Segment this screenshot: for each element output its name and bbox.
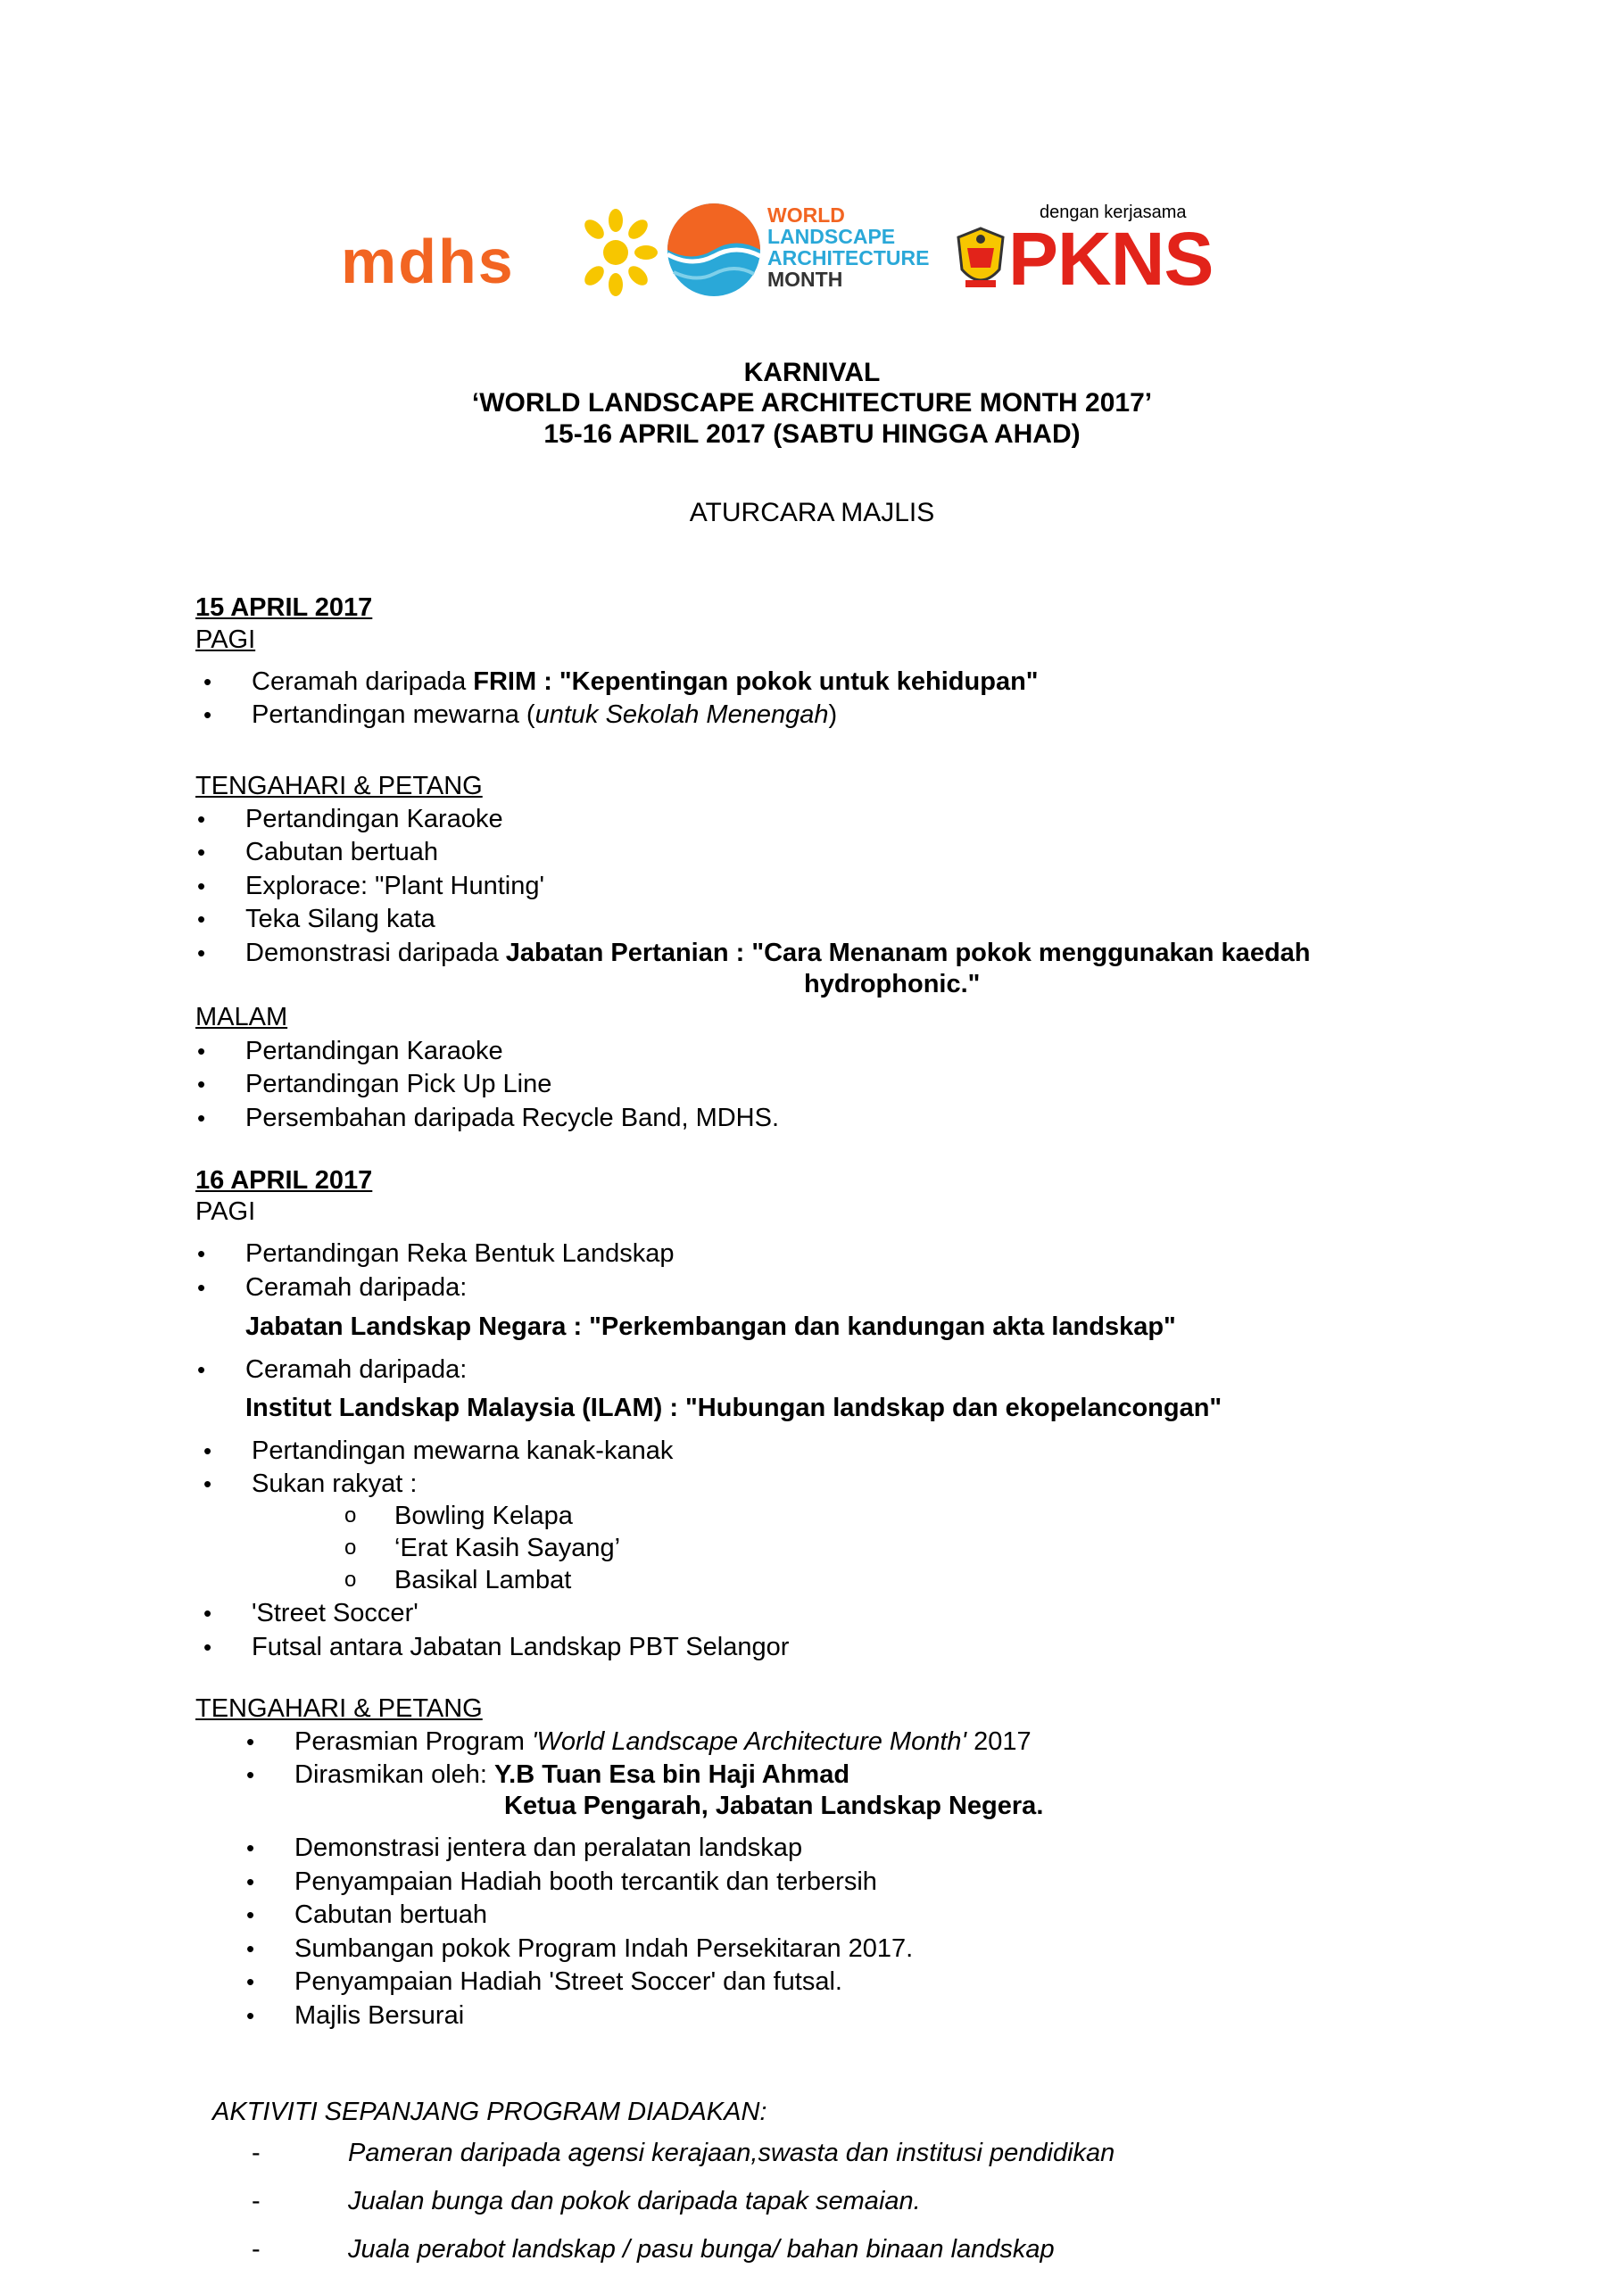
dash-bullet: - — [252, 2235, 261, 2264]
list-item: Sukan rakyat : — [252, 1470, 418, 1498]
list-item: Teka Silang kata — [245, 905, 435, 933]
bullet: • — [246, 1868, 255, 1895]
subtitle: ATURCARA MAJLIS — [689, 498, 935, 527]
wlam-logo — [665, 201, 950, 299]
wlam-line-world: WORLD — [767, 203, 845, 227]
sub-list-item: ‘Erat Kasih Sayang’ — [394, 1534, 621, 1562]
list-item: Pertandingan mewarna (untuk Sekolah Menengah) — [252, 700, 838, 729]
sub-list-item: Bowling Kelapa — [394, 1502, 573, 1530]
list-item: Sumbangan pokok Program Indah Persekitaran 2017. — [294, 1934, 914, 1963]
list-item: Cabutan bertuah — [294, 1900, 488, 1929]
sub-list-item: Basikal Lambat — [394, 1566, 572, 1594]
bullet: • — [246, 1968, 255, 1995]
wlam-line-architecture: ARCHITECTURE — [767, 246, 930, 269]
day2-date: 16 APRIL 2017 — [195, 1166, 373, 1195]
bullet: • — [203, 1634, 212, 1660]
bullet: • — [197, 873, 206, 899]
day1-date: 15 APRIL 2017 — [195, 593, 373, 622]
list-item: Penyampaian Hadiah 'Street Soccer' dan futsal. — [294, 1967, 842, 1996]
bullet: • — [203, 1600, 212, 1627]
list-item: Pertandingan Reka Bentuk Landskap — [245, 1239, 675, 1268]
bullet: • — [246, 1761, 255, 1788]
bullet: • — [197, 1356, 206, 1383]
title-line3: 15-16 APRIL 2017 (SABTU HINGGA AHAD) — [543, 419, 1081, 449]
bullet: • — [197, 839, 206, 865]
list-item: Explorace: "Plant Hunting' — [245, 872, 545, 900]
list-item: Jualan bunga dan pokok daripada tapak semaian. — [348, 2187, 921, 2215]
list-item: Futsal antara Jabatan Landskap PBT Selangor — [252, 1633, 790, 1661]
title-line1: KARNIVAL — [743, 358, 881, 387]
sub-bullet: o — [344, 1503, 357, 1527]
list-item: Ceramah daripada FRIM : "Kepentingan pokok untuk kehidupan" — [252, 667, 1039, 696]
sub-bullet: o — [344, 1536, 357, 1560]
bullet: • — [246, 1935, 255, 1962]
bullet: • — [197, 1105, 206, 1131]
list-item: Majlis Bersurai — [294, 2001, 465, 2030]
sub-bullet: o — [344, 1568, 357, 1592]
globe-icon — [665, 201, 763, 299]
partner-caption: dengan kerjasama — [1040, 203, 1187, 222]
day1-malam-heading: MALAM — [195, 1003, 288, 1031]
list-item-continuation: Ketua Pengarah, Jabatan Landskap Negera. — [504, 1792, 1044, 1820]
bullet: • — [203, 668, 212, 695]
bullet: • — [197, 940, 206, 966]
title-line2: ‘WORLD LANDSCAPE ARCHITECTURE MONTH 2017’ — [471, 388, 1153, 418]
bullet: • — [197, 1038, 206, 1064]
list-item: Ceramah daripada: — [245, 1355, 468, 1384]
mdhs-logo — [339, 201, 660, 299]
list-item: Pertandingan mewarna kanak-kanak — [252, 1436, 674, 1465]
day2-tengahari-heading: TENGAHARI & PETANG — [195, 1694, 483, 1723]
bullet: • — [246, 1901, 255, 1928]
list-item: Penyampaian Hadiah booth tercantik dan terbersih — [294, 1867, 877, 1896]
bullet: • — [197, 1071, 206, 1097]
day1-tengahari-heading: TENGAHARI & PETANG — [195, 772, 483, 800]
list-item-detail: Jabatan Landskap Negara : "Perkembangan dan kandungan akta landskap" — [245, 1312, 1176, 1341]
list-item: Pameran daripada agensi kerajaan,swasta dan institusi pendidikan — [348, 2139, 1115, 2167]
list-item: Dirasmikan oleh: Y.B Tuan Esa bin Haji Ahmad — [294, 1760, 850, 1789]
bullet: • — [203, 701, 212, 728]
bullet: • — [197, 1240, 206, 1267]
list-item: Demonstrasi daripada Jabatan Pertanian : "Cara Menanam pokok menggunakan kaedah — [245, 939, 1311, 967]
list-item: Ceramah daripada: — [245, 1273, 468, 1302]
list-item: Perasmian Program 'World Landscape Architecture Month' 2017 — [294, 1727, 1032, 1756]
pkns-logo: PKNS — [1008, 217, 1214, 301]
dash-bullet: - — [252, 2187, 261, 2215]
bullet: • — [246, 2002, 255, 2029]
mdhs-wordmark: mdhs — [341, 227, 515, 296]
selangor-crest — [955, 227, 1007, 297]
day1-pagi-heading: PAGI — [195, 625, 256, 654]
list-item-continuation: hydrophonic." — [804, 970, 981, 998]
bullet: • — [203, 1470, 212, 1497]
wlam-line-landscape: LANDSCAPE — [767, 225, 896, 248]
list-item: Juala perabot landskap / pasu bunga/ bahan binaan landskap — [348, 2235, 1055, 2264]
bullet: • — [246, 1728, 255, 1755]
list-item-detail: Institut Landskap Malaysia (ILAM) : "Hubungan landskap dan ekopelancongan" — [245, 1394, 1222, 1422]
bullet: • — [246, 1834, 255, 1861]
day2-pagi-heading: PAGI — [195, 1197, 256, 1226]
wlam-line-month: MONTH — [767, 268, 843, 291]
aktiviti-heading: AKTIVITI SEPANJANG PROGRAM DIADAKAN: — [212, 2098, 767, 2126]
crest-icon — [955, 227, 1007, 293]
bullet: • — [197, 906, 206, 932]
list-item: Pertandingan Pick Up Line — [245, 1070, 552, 1098]
bullet: • — [203, 1437, 212, 1464]
list-item: Pertandingan Karaoke — [245, 1037, 503, 1065]
bullet: • — [197, 1274, 206, 1301]
list-item: Pertandingan Karaoke — [245, 805, 503, 833]
bullet: • — [197, 806, 206, 832]
list-item: 'Street Soccer' — [252, 1599, 418, 1627]
list-item: Demonstrasi jentera dan peralatan landskap — [294, 1834, 803, 1862]
dash-bullet: - — [252, 2139, 261, 2167]
list-item: Persembahan daripada Recycle Band, MDHS. — [245, 1104, 780, 1132]
list-item: Cabutan bertuah — [245, 838, 439, 866]
